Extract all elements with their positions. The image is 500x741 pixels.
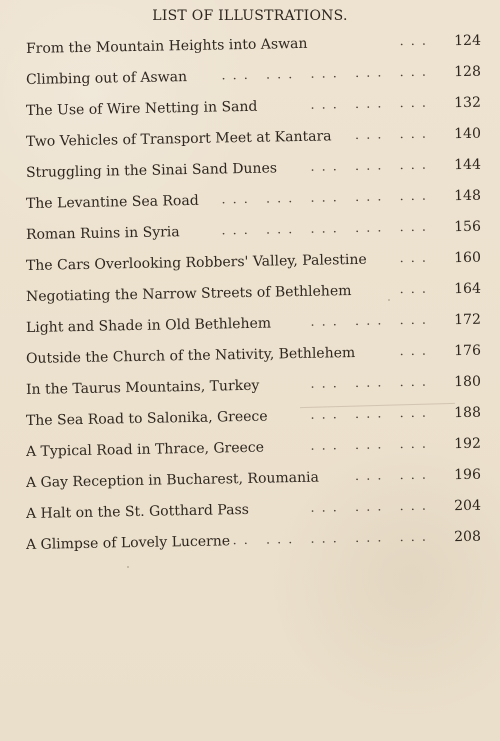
list-item [26, 186, 481, 214]
illustration-title: A Glimpse of Lovely Lucerne [25, 533, 231, 553]
dot-leader: ... [399, 250, 434, 267]
dot-leader: ... ... ... [310, 312, 434, 330]
illustration-title: The Levantine Sea Road [25, 192, 199, 212]
list-item [26, 372, 481, 400]
list-item [26, 279, 481, 307]
illustration-title: Climbing out of Aswan [25, 69, 188, 88]
page-number: 148 [454, 187, 482, 205]
dot-leader: ... ... ... ... ... [221, 219, 434, 239]
dot-leader: ... ... [354, 467, 434, 484]
paper-speck [127, 566, 129, 568]
page-number: 164 [454, 280, 482, 298]
list-item [26, 155, 481, 183]
page-number: 160 [454, 249, 482, 267]
dot-leader: ... ... ... [310, 95, 434, 113]
page-number: 204 [454, 497, 482, 515]
dot-leader: ... [399, 281, 434, 298]
page-number: 176 [454, 342, 482, 360]
paper-speck [388, 299, 390, 301]
illustration-title: Struggling in the Sinai Sand Dunes [25, 160, 278, 181]
list-item [26, 465, 481, 493]
list-item [26, 341, 481, 369]
illustration-title: Two Vehicles of Transport Meet at Kantara [25, 128, 332, 150]
illustration-title: Outside the Church of the Nativity, Bethlehem [25, 344, 356, 367]
list-item [26, 403, 481, 431]
dot-leader: ... ... [354, 126, 434, 143]
dot-leader: ... ... ... ... ... [221, 188, 434, 208]
illustration-title: A Gay Reception in Bucharest, Roumania [25, 469, 320, 491]
list-item [26, 62, 481, 90]
page-number: 140 [454, 125, 482, 143]
illustration-title: In the Taurus Mountains, Turkey [25, 377, 260, 398]
illustration-title: A Typical Road in Thrace, Greece [25, 439, 265, 460]
page-number: 124 [454, 32, 482, 50]
list-item [26, 496, 481, 524]
page-number: 132 [454, 94, 482, 112]
dot-leader: ... ... ... ... ... [221, 64, 434, 84]
illustration-title: The Cars Overlooking Robbers' Valley, Palestine [25, 251, 367, 274]
page-number: 128 [454, 63, 482, 81]
illustration-title: From the Mountain Heights into Aswan [25, 35, 308, 57]
page-number: 188 [454, 404, 482, 422]
illustration-title: The Sea Road to Salonika, Greece [25, 408, 268, 429]
dot-leader: ... [399, 33, 434, 50]
list-item [26, 124, 481, 152]
page-number: 172 [454, 311, 482, 329]
illustration-title: Negotiating the Narrow Streets of Bethlehem [25, 283, 352, 305]
list-item [26, 93, 481, 121]
page-number: 144 [454, 156, 482, 174]
page-number: 192 [454, 435, 482, 453]
list-item [26, 217, 481, 245]
list-item [26, 434, 481, 462]
dot-leader: ... ... ... [310, 157, 434, 175]
dot-leader: ... ... ... [310, 436, 434, 454]
dot-leader: ... ... ... ... ... [221, 529, 434, 549]
illustration-title: Roman Ruins in Syria [25, 224, 180, 243]
dot-leader: ... ... ... [310, 374, 434, 392]
illustration-title: A Halt on the St. Gotthard Pass [25, 501, 250, 522]
list-item [26, 31, 481, 59]
dot-leader: ... ... ... [310, 498, 434, 516]
dot-leader: ... ... ... [310, 405, 434, 423]
list-item [26, 527, 481, 555]
list-item [26, 248, 481, 276]
illustration-title: Light and Shade in Old Bethlehem [25, 315, 272, 336]
list-item [26, 310, 481, 338]
illustration-title: The Use of Wire Netting in Sand [25, 98, 258, 119]
page-title: LIST OF ILLUSTRATIONS. [152, 8, 348, 24]
page-number: 196 [454, 466, 482, 484]
page-number: 156 [454, 218, 482, 236]
page-number: 208 [454, 528, 482, 546]
dot-leader: ... [399, 343, 434, 360]
page-number: 180 [454, 373, 482, 391]
